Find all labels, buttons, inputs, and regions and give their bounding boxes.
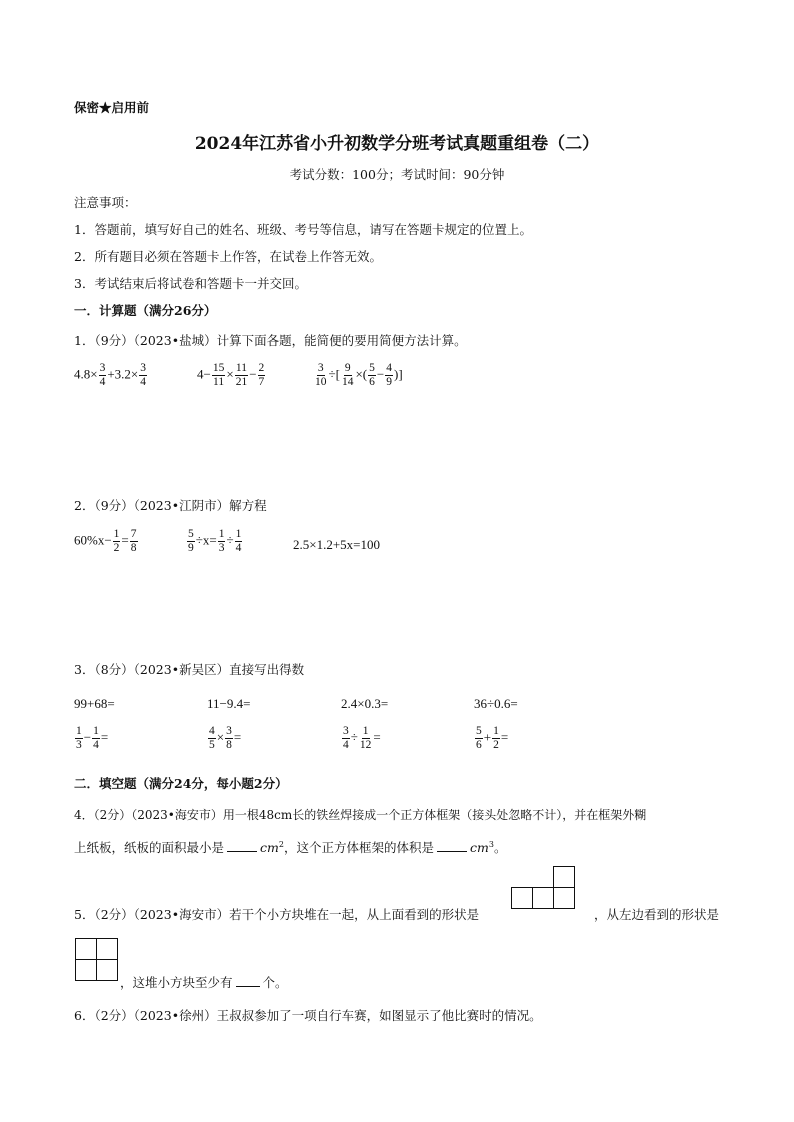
q3-item-6: $\frac{4}{5}$ × $\frac{3}{8}$ = [209,725,242,751]
q2-equation-3: 2.5×1.2+5x=100 [293,537,380,552]
q4-blank-area[interactable] [227,839,257,852]
question-5-line-2: ，这堆小方块至少有 个。 [120,975,288,990]
confidential-label: 保密★启用前 [74,100,150,115]
question-5-line-1a: 5．（2分）（2023•海安市）若干个小方块堆在一起，从上面看到的形状是 [74,907,480,922]
q2-equation-2: $\frac{5}{9}$ ÷x= $\frac{1}{3}$ ÷ $\frac{1}{4}$ [188,528,242,554]
question-6-text: 6．（2分）（2023•徐州）王叔叔参加了一项自行车赛，如图显示了他比赛时的情况。 [74,1008,542,1023]
question-2-text: 2．（9分）（2023•江阴市）解方程 [74,498,267,513]
page-title: 2024年江苏省小升初数学分班考试真题重组卷（二） [194,134,600,154]
q5-blank-count[interactable] [236,974,260,987]
q4-blank-volume[interactable] [437,839,467,852]
section-2-heading: 二．填空题（满分24分，每小题2分） [74,776,288,791]
section-1-heading: 一．计算题（满分26分） [74,303,217,318]
question-4-line-2: 上纸板，纸板的面积最小是 $cm^2$，这个正方体框架的体积是 $cm^3$。 [74,839,507,855]
q1-expression-1: 4.8× $\frac{3}{4}$ +3.2× $\frac{3}{4}$ [74,362,147,388]
q3-item-8: $\frac{5}{6}$ + $\frac{1}{2}$ = [476,725,509,751]
question-5-line-1b: ，从左边看到的形状是 [594,907,720,922]
q3-item-1: 99+68= [74,696,115,711]
notice-item-2: 2．所有题目必须在答题卡上作答，在试卷上作答无效。 [74,249,382,264]
top-view-figure [511,866,575,909]
notice-item-3: 3．考试结束后将试卷和答题卡一并交回。 [74,276,307,291]
q3-item-4: 36÷0.6= [474,696,518,711]
exam-info: 考试分数：100分；考试时间：90分钟 [289,167,505,182]
question-4-line-1: 4．（2分）（2023•海安市）用一根48cm长的铁丝焊接成一个正方体框架（接头处忽略不计），并在框架外糊 [74,808,647,822]
q1-expression-2: 4− $\frac{15}{11}$ × $\frac{11}{21}$ − $\frac{2}{7}$ [197,362,265,388]
left-view-figure [75,938,118,981]
question-1-text: 1．（9分）（2023•盐城）计算下面各题，能简便的要用简便方法计算。 [74,333,467,348]
notice-heading: 注意事项： [74,195,137,210]
notice-item-1: 1．答题前，填写好自己的姓名、班级、考号等信息，请写在答题卡规定的位置上。 [74,222,532,237]
question-3-text: 3．（8分）（2023•新吴区）直接写出得数 [74,662,305,677]
q3-item-3: 2.4×0.3= [341,696,389,711]
q3-item-2: 11−9.4= [207,696,251,711]
q1-expression-3: $\frac{3}{10}$ ÷[ $\frac{9}{14}$ ×( $\frac{5}{6}$ − $\frac{4}{9}$ )] [315,362,403,388]
q3-item-7: $\frac{3}{4}$ ÷ $\frac{1}{12}$ = [343,725,381,751]
q3-item-5: $\frac{1}{3}$ − $\frac{1}{4}$ = [76,725,109,751]
q2-equation-1: 60%x− $\frac{1}{2}$ = $\frac{7}{8}$ [74,528,137,554]
